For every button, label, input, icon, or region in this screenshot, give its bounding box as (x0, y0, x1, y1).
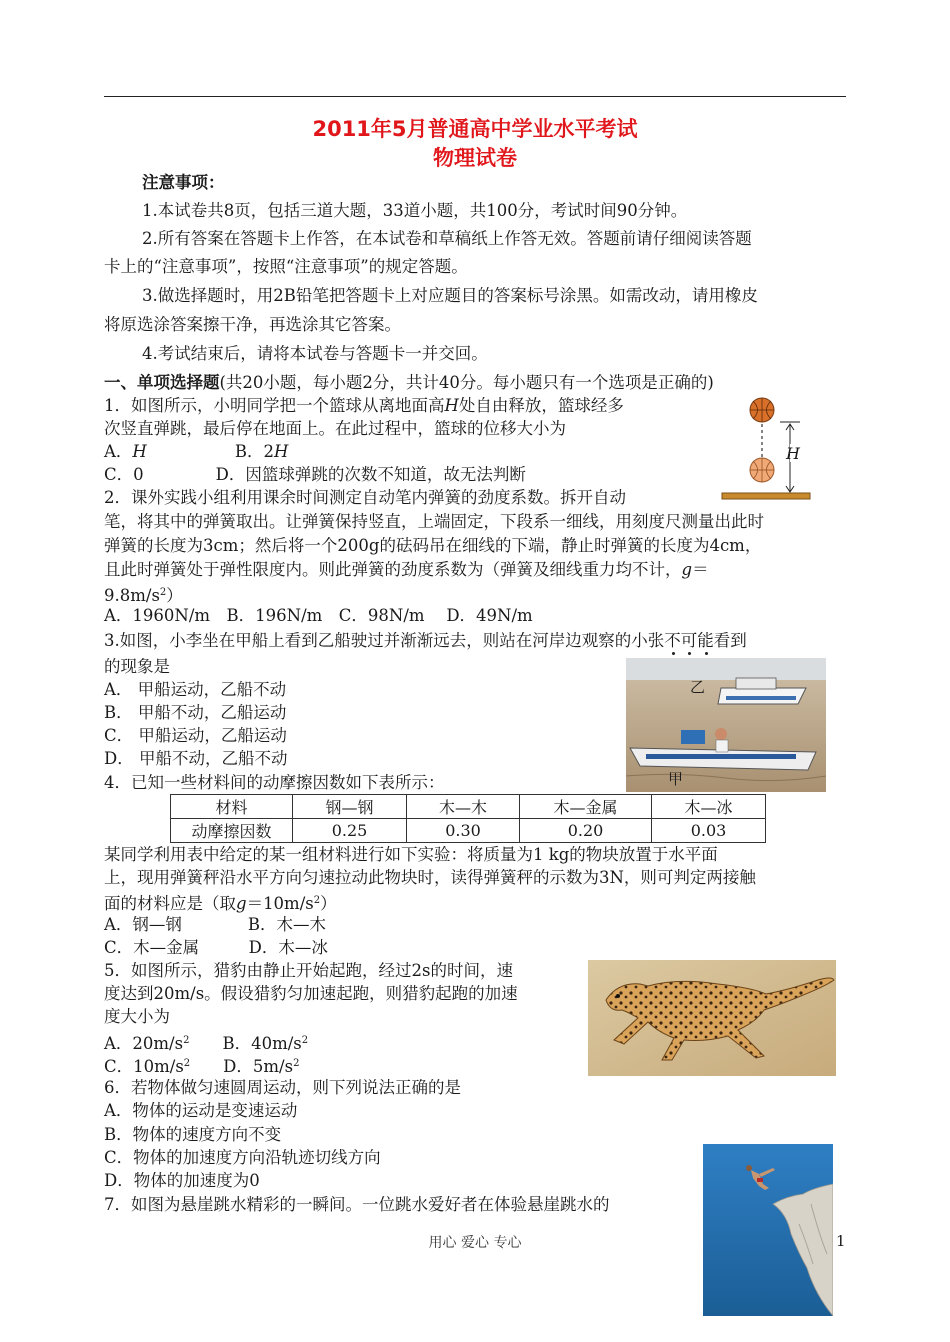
table-header-cell: 钢—钢 (293, 795, 407, 819)
q1-options-row (104, 464, 526, 486)
exam-title: 2011年5月普通高中学业水平考试 (312, 117, 638, 141)
table-header-cell: 木—金属 (520, 795, 652, 819)
section-heading (104, 372, 714, 394)
q5-sup: 2 (293, 1058, 300, 1069)
q6-option: C．物体的加速度方向沿轨迹切线方向 (104, 1148, 381, 1167)
q3-option: A． 甲船运动，乙船不动 (104, 680, 287, 699)
friction-table (170, 794, 766, 843)
table-cell: 0.20 (520, 819, 652, 843)
q2-stem (104, 559, 709, 581)
q1-var: H (444, 396, 459, 415)
q3-option: C． 甲船运动，乙船运动 (104, 726, 287, 745)
q3-stem (104, 630, 747, 652)
q4-text: 面的材料应是（取 (104, 894, 236, 913)
q6-option: D．物体的加速度为0 (104, 1171, 260, 1190)
basketball-icon (750, 458, 774, 482)
height-label: H (786, 444, 800, 463)
q1-var: H (132, 442, 147, 461)
q5-stem: 度达到20m/s。假设猎豹匀加速起跑，则猎豹起跑的加速 (104, 984, 518, 1003)
q7-stem: 7．如图为悬崖跳水精彩的一瞬间。一位跳水爱好者在体验悬崖跳水的 (104, 1195, 610, 1214)
table-row-label: 动摩擦因数 (171, 819, 293, 843)
q5-sup: 2 (183, 1058, 191, 1069)
q5-stem: 度大小为 (104, 1007, 170, 1026)
q2-options: A．1960N/m B．196N/m C．98N/m D．49N/m (104, 606, 533, 625)
q4-options-row: A．钢—钢 B．木—木 (104, 915, 327, 934)
notice-item: 4.考试结束后，请将本试卷与答题卡一并交回。 (142, 344, 488, 363)
q2-stem: 笔，将其中的弹簧取出。让弹簧保持竖直，上端固定，下段系一细线，用刻度尺测量出此时 (104, 512, 764, 531)
q1-option-b: B．2 (234, 442, 274, 461)
notice-item: 1.本试卷共8页，包括三道大题，33道小题，共100分，考试时间90分钟。 (142, 201, 688, 220)
table-header-cell: 木—木 (407, 795, 520, 819)
q4-stem: 4．已知一些材料间的动摩擦因数如下表所示： (104, 773, 445, 792)
q5-option-a: A．20m/s (104, 1034, 184, 1053)
footer-slogan: 用心 爱心 专心 (428, 1235, 522, 1251)
q5-sup: 2 (183, 1035, 190, 1046)
q2-stem (104, 582, 183, 607)
cliff-diving-photo (703, 1144, 833, 1316)
q3-emph: 可 (680, 631, 698, 650)
q3-text: 看到 (713, 631, 747, 650)
q5-option-b: B．40m/s (189, 1034, 302, 1053)
q1-option-c: C．0 (104, 465, 144, 484)
q5-option-d: D．5m/s (190, 1057, 294, 1076)
q4-body: 上，现用弹簧秤沿水平方向匀速拉动此物块时，读得弹簧秤的示数为3N，则可判定两接触 (104, 868, 756, 887)
section-desc: (共20小题，每小题2分，共计40分。每小题只有一个选项是正确的) (219, 373, 714, 392)
table-cell: 0.30 (407, 819, 520, 843)
q5-options-row (104, 1053, 299, 1078)
table-cell: 0.03 (652, 819, 766, 843)
q2-text: 9.8m/s (104, 586, 160, 605)
header-rule (104, 96, 846, 97)
cheetah-photo (588, 960, 836, 1076)
table-header-cell: 材料 (171, 795, 293, 819)
q3-text: 3.如图，小李坐在甲船上看到乙船驶过并渐渐远去，则站在河岸边观察的小张 (104, 631, 665, 650)
q5-sup: 2 (301, 1035, 309, 1046)
q3-stem: 的现象是 (104, 657, 170, 676)
q1-var: H (273, 442, 289, 461)
q1-text: 处自由释放，篮球经多 (458, 396, 624, 415)
notice-item: 2.所有答案在答题卡上作答，在本试卷和草稿纸上作答无效。答题前请仔细阅读答题 (142, 229, 752, 248)
q1-options-row (104, 441, 288, 463)
boat-jia-label: 甲 (668, 770, 684, 788)
q5-stem: 5．如图所示，猎豹由静止开始起跑，经过2s的时间，速 (104, 961, 513, 980)
q2-text: 且此时弹簧处于弹性限度内。则此弹簧的劲度系数为（弹簧及细线重力均不计， (104, 560, 682, 579)
q3-option: B． 甲船不动，乙船运动 (104, 703, 287, 722)
q4-sup: 2 (313, 895, 321, 906)
q2-var: g (681, 560, 693, 579)
notice-item: 3.做选择题时，用2B铅笔把答题卡上对应题目的答案标号涂黑。如需改动，请用橡皮 (142, 286, 758, 305)
q1-stem: 次竖直弹跳，最后停在地面上。在此过程中，篮球的位移大小为 (104, 419, 566, 438)
q2-text: ） (166, 586, 183, 605)
q1-option-a: A． (104, 442, 133, 461)
q4-body (104, 890, 337, 915)
q3-option: D． 甲船不动，乙船不动 (104, 749, 288, 768)
boats-photo (626, 658, 826, 792)
notice-item: 卡上的“注意事项”，按照“注意事项”的规定答题。 (104, 257, 468, 276)
table-row (171, 819, 766, 843)
q3-emph: 能 (697, 631, 714, 650)
q2-sup: 2 (159, 587, 167, 598)
q4-options-row: C．木—金属 D．木—冰 (104, 938, 328, 957)
q6-option: A．物体的运动是变速运动 (104, 1101, 298, 1120)
table-row (171, 795, 766, 819)
table-cell: 0.25 (293, 819, 407, 843)
q6-option: B．物体的速度方向不变 (104, 1125, 282, 1144)
q5-options-row (104, 1030, 308, 1055)
q2-text: ＝ (692, 560, 709, 579)
page-number: 1 (836, 1232, 846, 1250)
notice-heading: 注意事项： (142, 173, 225, 192)
table-header-cell: 木—冰 (652, 795, 766, 819)
q2-stem: 2．课外实践小组利用课余时间测定自动笔内弹簧的劲度系数。拆开自动 (104, 488, 626, 507)
basketball-icon (750, 398, 774, 422)
q2-stem: 弹簧的长度为3cm；然后将一个200g的砝码吊在细线的下端，静止时弹簧的长度为4cm， (104, 536, 762, 555)
q4-text: ＝10m/s (246, 894, 314, 913)
q4-body: 某同学利用表中给定的某一组材料进行如下实验：将质量为1 kg的物块放置于水平面 (104, 845, 718, 864)
q4-var: g (236, 894, 247, 913)
boat-yi-label: 乙 (690, 678, 706, 696)
q1-stem (104, 395, 624, 417)
q1-text: 1．如图所示，小明同学把一个篮球从离地面高 (104, 396, 445, 415)
q3-emph: 不 (664, 631, 681, 650)
q4-text: ） (320, 894, 337, 913)
exam-subtitle: 物理试卷 (433, 146, 517, 170)
q6-stem: 6．若物体做匀速圆周运动，则下列说法正确的是 (104, 1078, 461, 1097)
notice-item: 将原选涂答案擦干净，再选涂其它答案。 (104, 315, 401, 334)
q5-option-c: C．10m/s (104, 1057, 184, 1076)
section-title: 一、单项选择题 (104, 373, 220, 392)
q1-option-d: D．因篮球弹跳的次数不知道，故无法判断 (215, 465, 526, 484)
